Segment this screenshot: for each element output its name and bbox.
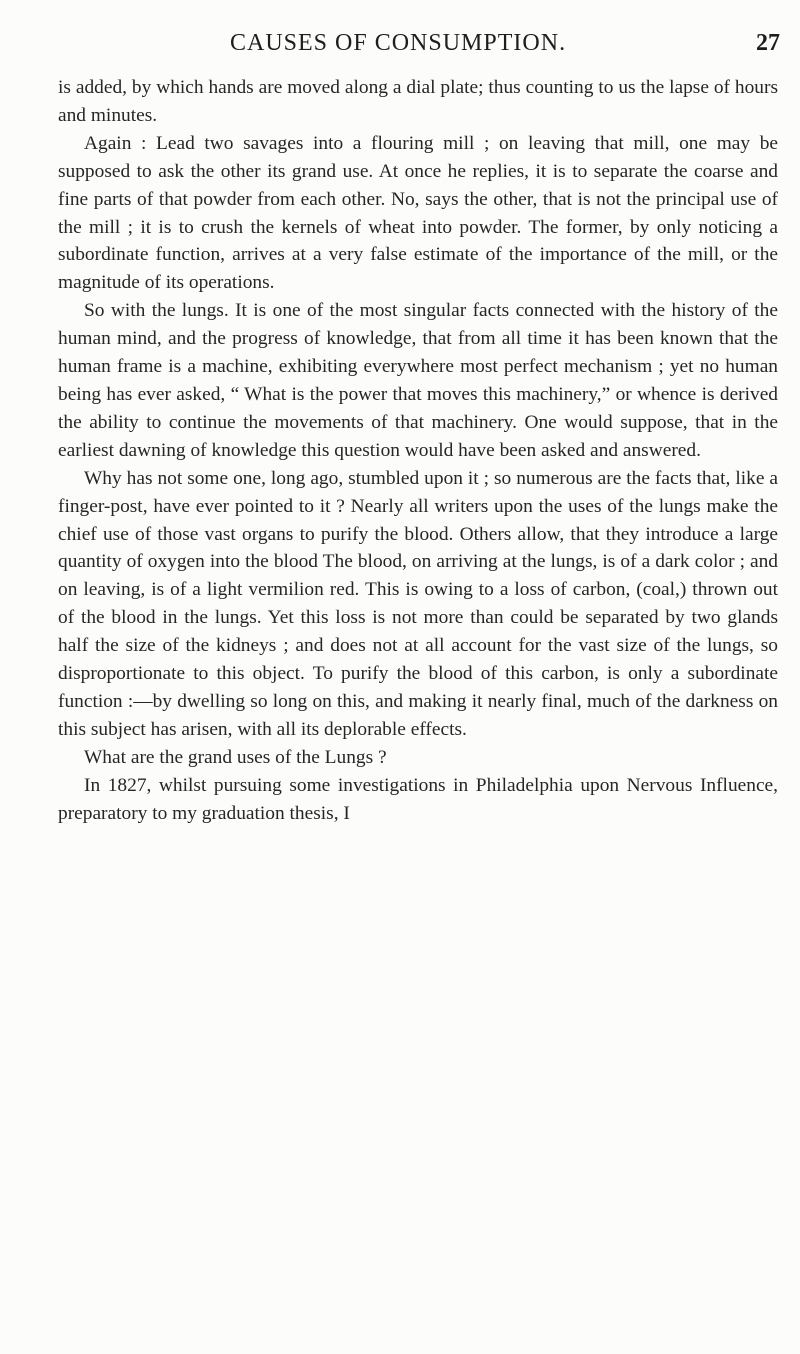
paragraph-continued: is added, by which hands are moved along a dial plate; thus counting to us the lapse of hours and minutes.	[58, 77, 778, 126]
paragraph-grand-uses-question: What are the grand uses of the Lungs ?	[84, 746, 387, 768]
page-number: 27	[756, 30, 780, 56]
running-title: CAUSES OF CONSUMPTION.	[230, 30, 567, 56]
paragraph-lungs-machine: So with the lungs. It is one of the most singular facts connected with the history of the human mind, and the progress of knowledge, that from all time it has been known that the human frame is a machine, exhibiting everywhere most perfect mechanism ; yet no human being has ever asked, “ What is the power that moves this machinery,” or whence is derived the ability to continue the movements of that machinery. One would suppose, that in the earliest dawning of knowledge this question would have been asked and answered.	[58, 300, 778, 461]
body-text	[58, 74, 778, 827]
paragraph-savages-mill: Again : Lead two savages into a flouring mill ; on leaving that mill, one may be supposed to ask the other its grand use. At once he replies, it is to separate the coarse and fine parts of that powder from each other. No, says the other, that is not the principal use of the mill ; it is to crush the kernels of wheat into powder. The former, by only noticing a subordinate function, arrives at a very false estimate of the importance of the mill, or the magnitude of its operations.	[58, 132, 778, 294]
paragraph-uses-of-lungs: Why has not some one, long ago, stumbled upon it ; so numerous are the facts that, like a finger-post, have ever pointed to it ? Nearly all writers upon the uses of the lungs make the chief use of those vast organs to purify the blood. Others allow, that they introduce a large quantity of oxygen into the blood The blood, on arriving at the lungs, is of a dark color ; and on leaving, is of a light vermilion red. This is owing to a loss of carbon, (coal,) thrown out of the blood in the lungs. Yet this loss is not more than could be separated by two glands half the size of the kidneys ; and does not at all account for the vast size of the lungs, so disproportionate to this object. To purify the blood of this carbon, is only a subordinate function :—by dwelling so long on this, and making it nearly final, much of the darkness on this subject has arisen, with all its deplorable effects.	[58, 467, 778, 740]
running-head	[0, 30, 800, 70]
paragraph-1827-investigations: In 1827, whilst pursuing some investigations in Philadelphia upon Nervous Influence, preparatory to my graduation thesis, I	[58, 774, 778, 824]
